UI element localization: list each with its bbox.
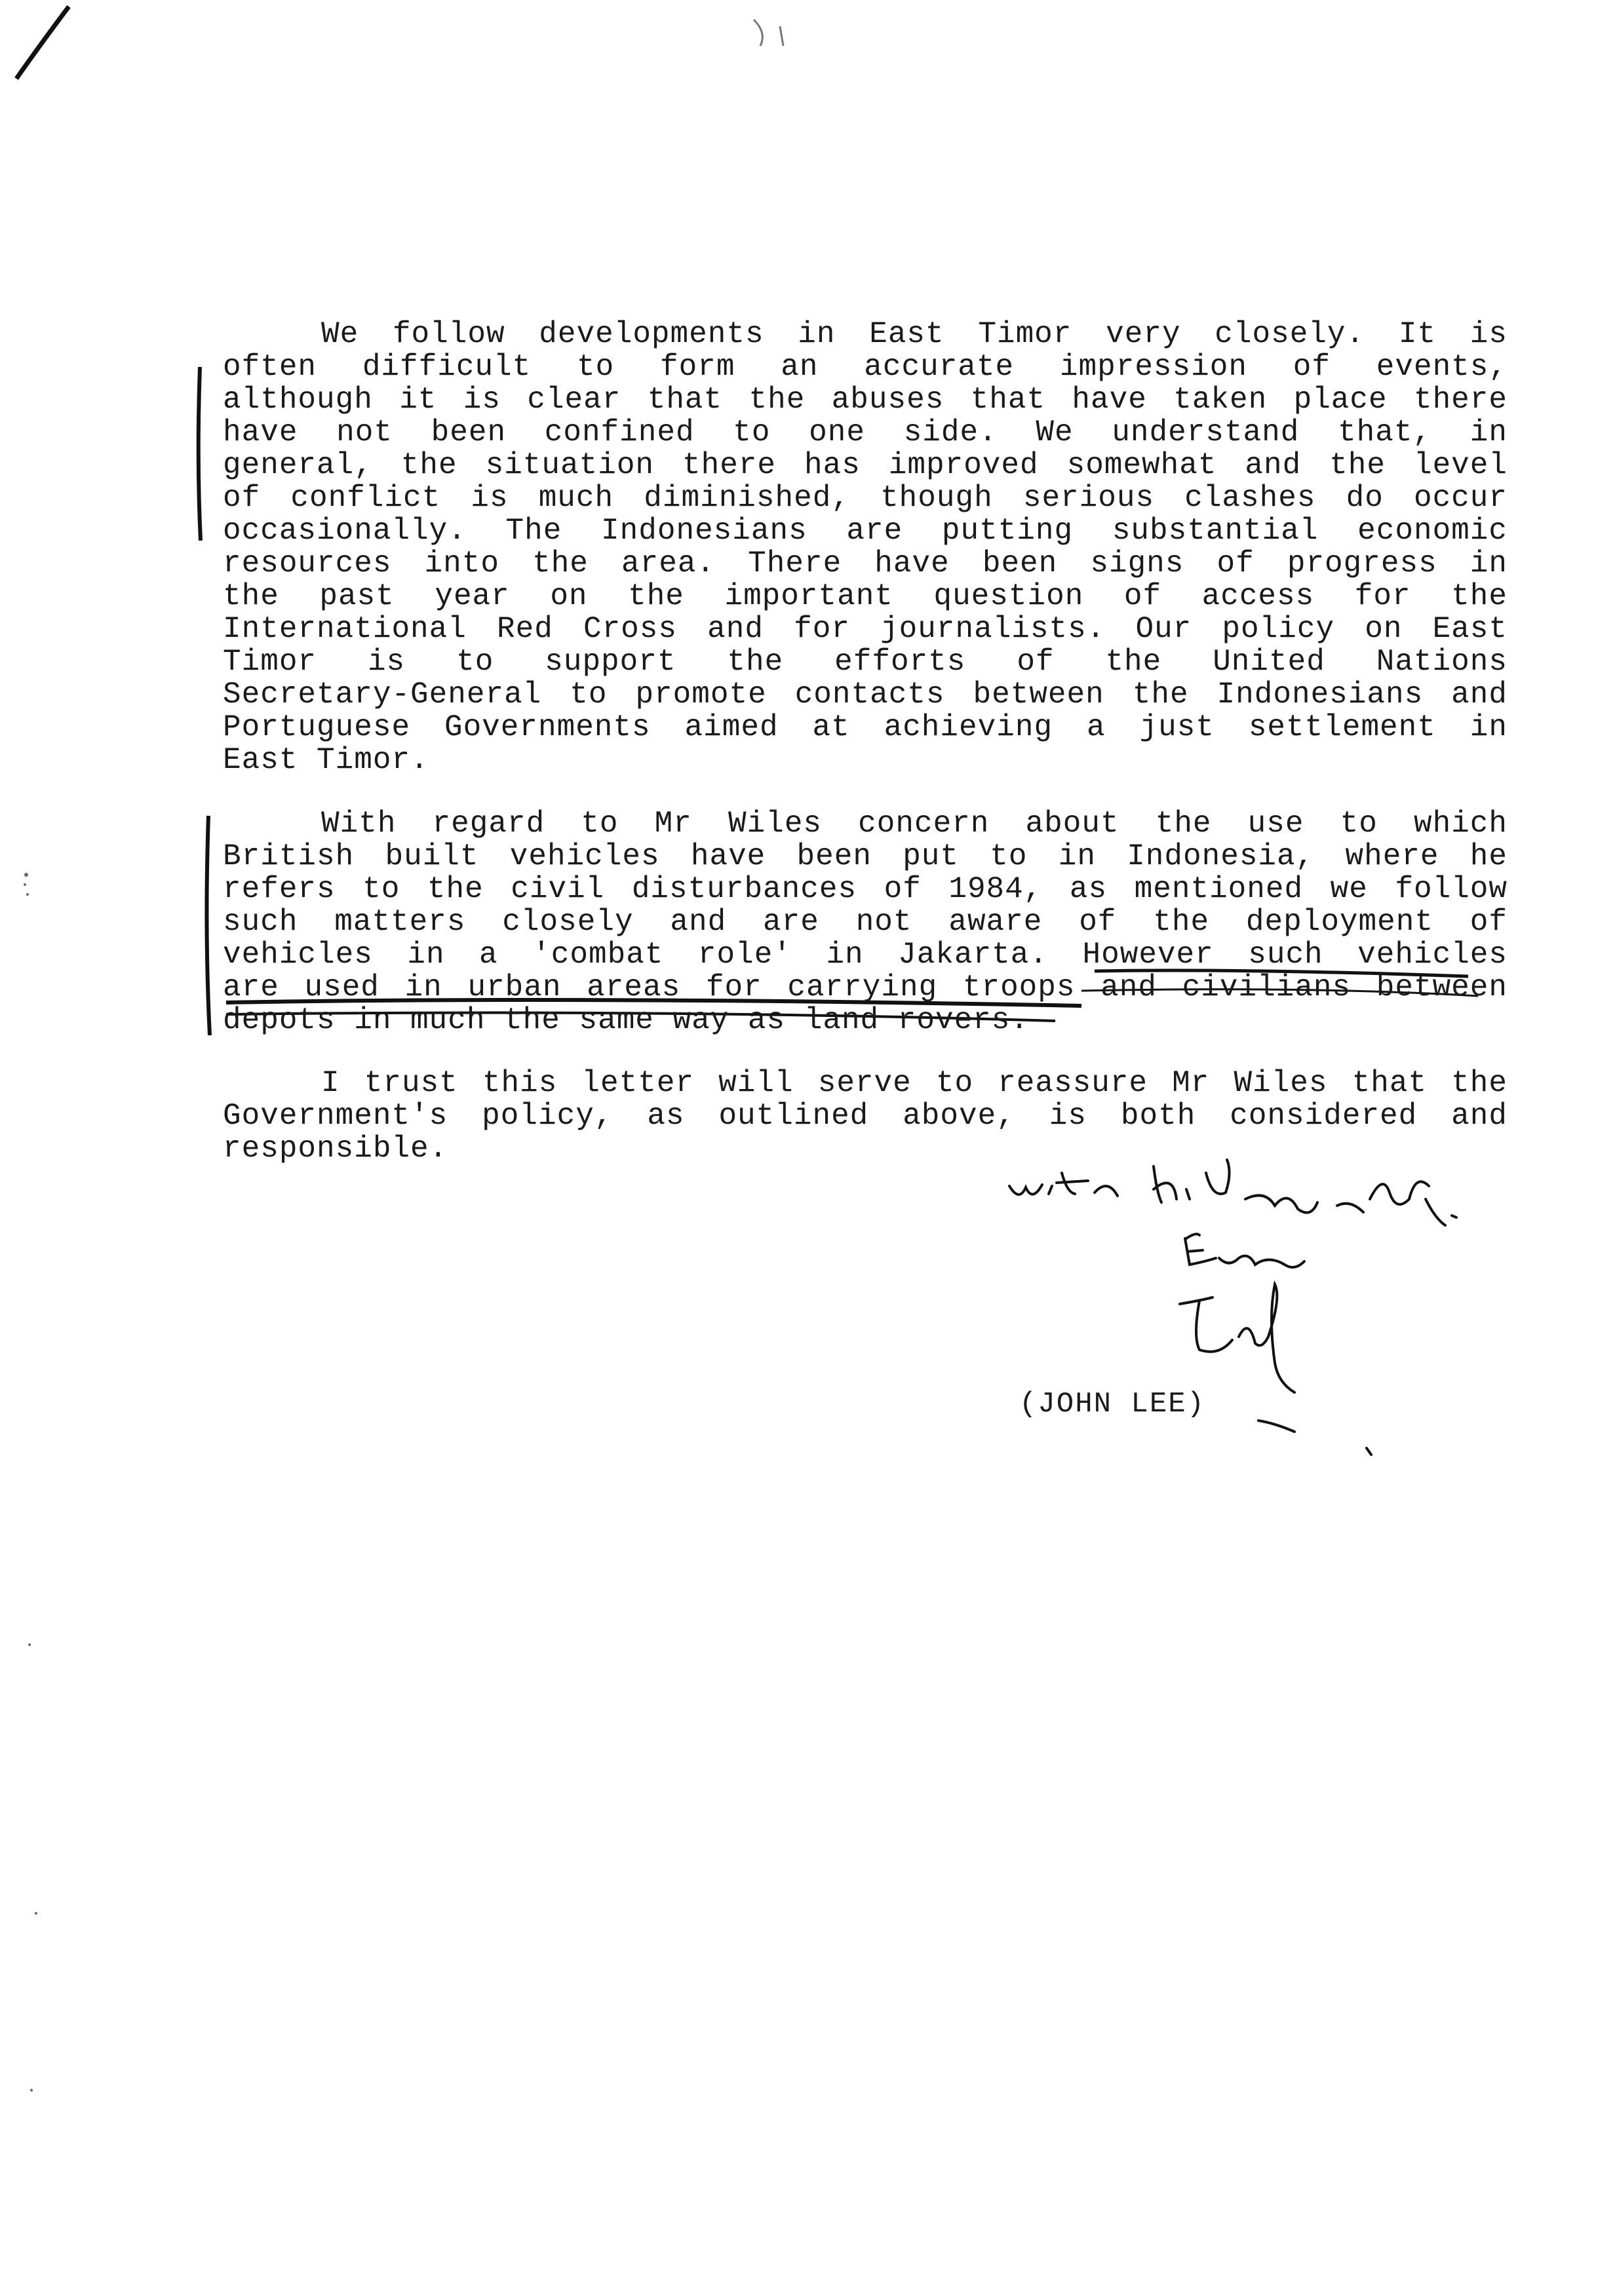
text-line: of conflict is much diminished, though serious clashes do occur	[223, 481, 1508, 515]
text-line: have not been confined to one side. We understand that, in	[223, 415, 1508, 450]
text-line: responsible.	[223, 1132, 448, 1166]
margin-specks	[24, 873, 37, 2092]
text-line: With regard to Mr Wiles concern about the use to which	[321, 807, 1508, 841]
text-line: depots in much the same way as land rovers.	[223, 1003, 1029, 1037]
paragraph-east-timor	[223, 318, 1508, 776]
text-line: British built vehicles have been put to in Indonesia, where he	[223, 839, 1508, 873]
text-line: International Red Cross and for journalists. Our policy on East	[223, 612, 1508, 646]
signatory-name: (JOHN LEE)	[1019, 1388, 1206, 1421]
text-line: vehicles in a 'combat role' in Jakarta. However such vehicles	[223, 938, 1508, 972]
text-line: East Timor.	[223, 743, 429, 777]
text-line: the past year on the important question of access for the	[223, 579, 1508, 613]
text-line: Secretary-General to promote contacts between the Indonesians and	[223, 678, 1508, 712]
text-line: Government's policy, as outlined above, is both considered and	[223, 1099, 1508, 1133]
text-line: Timor is to support the efforts of the United Nations	[223, 645, 1508, 679]
text-line: resources into the area. There have been signs of progress in	[223, 546, 1508, 581]
margin-sideline-1	[199, 367, 201, 541]
paragraph-vehicles	[223, 807, 1508, 1037]
text-line: We follow developments in East Timor very closely. It is	[321, 317, 1508, 351]
text-line: occasionally. The Indonesians are putting substantial economic	[223, 514, 1508, 548]
top-smudge	[754, 20, 783, 46]
paragraph-reassurance	[223, 1067, 1508, 1165]
text-line: general, the situation there has improved somewhat and the level	[223, 448, 1508, 482]
text-line: often difficult to form an accurate impression of events,	[223, 350, 1508, 384]
text-line: refers to the civil disturbances of 1984, as mentioned we follow	[223, 872, 1508, 906]
corner-pen-stroke	[16, 7, 69, 79]
text-line: Portuguese Governments aimed at achieving a just settlement in	[223, 710, 1508, 744]
text-line: I trust this letter will serve to reassure Mr Wiles that the	[321, 1066, 1508, 1100]
margin-sideline-2	[206, 816, 210, 1035]
text-line: although it is clear that the abuses that have taken place there	[223, 383, 1508, 417]
text-line: are used in urban areas for carrying troops and civilians between	[223, 970, 1508, 1004]
text-line: such matters closely and are not aware of the deployment of	[223, 905, 1508, 939]
